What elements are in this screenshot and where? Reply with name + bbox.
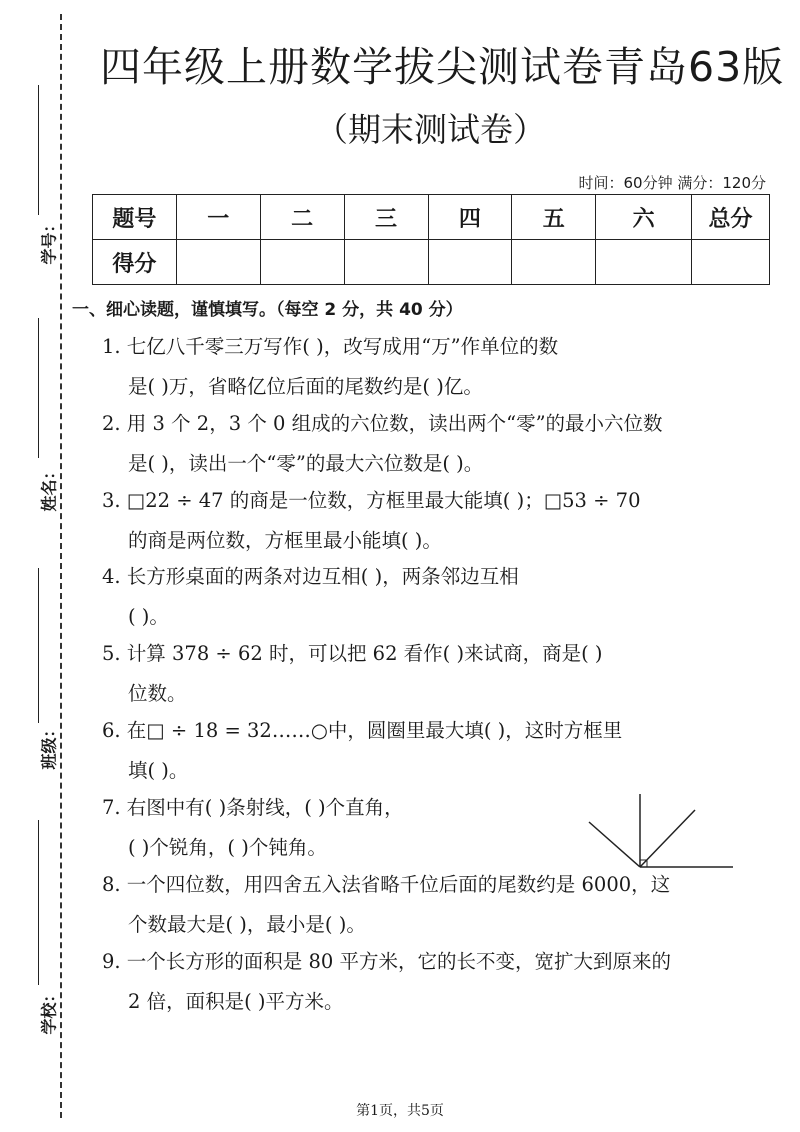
question-line: 5. 计算 378 ÷ 62 时，可以把 62 看作( )来试商，商是( ) [102,642,603,665]
score-cell: 五 [512,195,596,240]
student-id-field [18,85,58,275]
question-line: 位数。 [128,682,187,705]
question-6 [102,711,730,791]
score-input-cell[interactable] [691,240,769,285]
score-cell: 二 [260,195,344,240]
question-8 [102,865,730,945]
score-cell: 四 [428,195,512,240]
score-input-cell[interactable] [176,240,260,285]
question-line: 9. 一个长方形的面积是 80 平方米，它的长不变，宽扩大到原来的 [102,950,672,973]
school-line [38,820,39,985]
name-line [38,318,39,458]
score-cell: 三 [344,195,428,240]
student-id-label: 学号： [39,216,59,265]
question-line: 的商是两位数，方框里最小能填( )。 [128,529,442,552]
question-5 [102,634,730,714]
question-line: ( )。 [128,605,169,628]
class-label: 班级： [39,721,59,770]
score-input-cell[interactable] [512,240,596,285]
score-cell: 一 [176,195,260,240]
score-input-cell[interactable] [344,240,428,285]
question-line: 个数最大是( )，最小是( )。 [128,913,366,936]
question-line: 8. 一个四位数，用四舍五入法省略千位后面的尾数约是 6000，这 [102,873,671,896]
question-1 [102,327,730,407]
question-line: ( )个锐角，( )个钝角。 [128,836,327,859]
page-title: 四年级上册数学拔尖测试卷青岛63版 [100,43,785,91]
score-cell: 得分 [93,240,177,285]
question-line: 填( )。 [128,759,189,782]
question-2 [102,404,730,484]
question-line: 1. 七亿八千零三万写作( )，改写成用“万”作单位的数 [102,335,559,358]
page-subtitle: （期末测试卷） [315,110,546,149]
question-line: 4. 长方形桌面的两条对边互相( )，两条邻边互相 [102,565,519,588]
class-line [38,568,39,723]
question-9 [102,942,730,1022]
school-label: 学校： [39,986,59,1035]
score-cell: 题号 [93,195,177,240]
question-line: 6. 在□ ÷ 18 = 32……○中，圆圈里最大填( )，这时方框里 [102,719,623,742]
section-heading: 一、细心读题，谨慎填写。（每空 2 分，共 40 分） [72,300,463,320]
question-line: 是( )，读出一个“零”的最大六位数是( )。 [128,452,484,475]
score-input-cell[interactable] [428,240,512,285]
exam-meta: 时间：60分钟 满分：120分 [578,174,766,192]
angle-figure [585,792,735,872]
name-field [18,318,58,518]
score-cell: 六 [596,195,692,240]
question-4 [102,557,730,637]
ray-right [640,810,695,867]
student-id-line [38,85,39,215]
score-input-cell[interactable] [596,240,692,285]
question-line: 2. 用 3 个 2，3 个 0 组成的六位数，读出两个“零”的最小六位数 [102,412,663,435]
question-line: 3. □22 ÷ 47 的商是一位数，方框里最大能填( )；□53 ÷ 70 [102,489,641,512]
school-field [18,820,58,1040]
ray-left [589,822,640,867]
question-line: 7. 右图中有( )条射线，( )个直角， [102,796,404,819]
name-label: 姓名： [39,463,59,512]
score-table [92,194,770,285]
class-field [18,568,58,778]
score-table-header-row [93,195,770,240]
score-table-score-row [93,240,770,285]
question-line: 2 倍，面积是( )平方米。 [128,990,344,1013]
question-3 [102,481,730,561]
question-line: 是( )万，省略亿位后面的尾数约是( )亿。 [128,375,483,398]
page-footer: 第1页，共5页 [356,1103,444,1119]
score-cell: 总分 [691,195,769,240]
binding-dashed-line [60,14,62,1118]
score-input-cell[interactable] [260,240,344,285]
